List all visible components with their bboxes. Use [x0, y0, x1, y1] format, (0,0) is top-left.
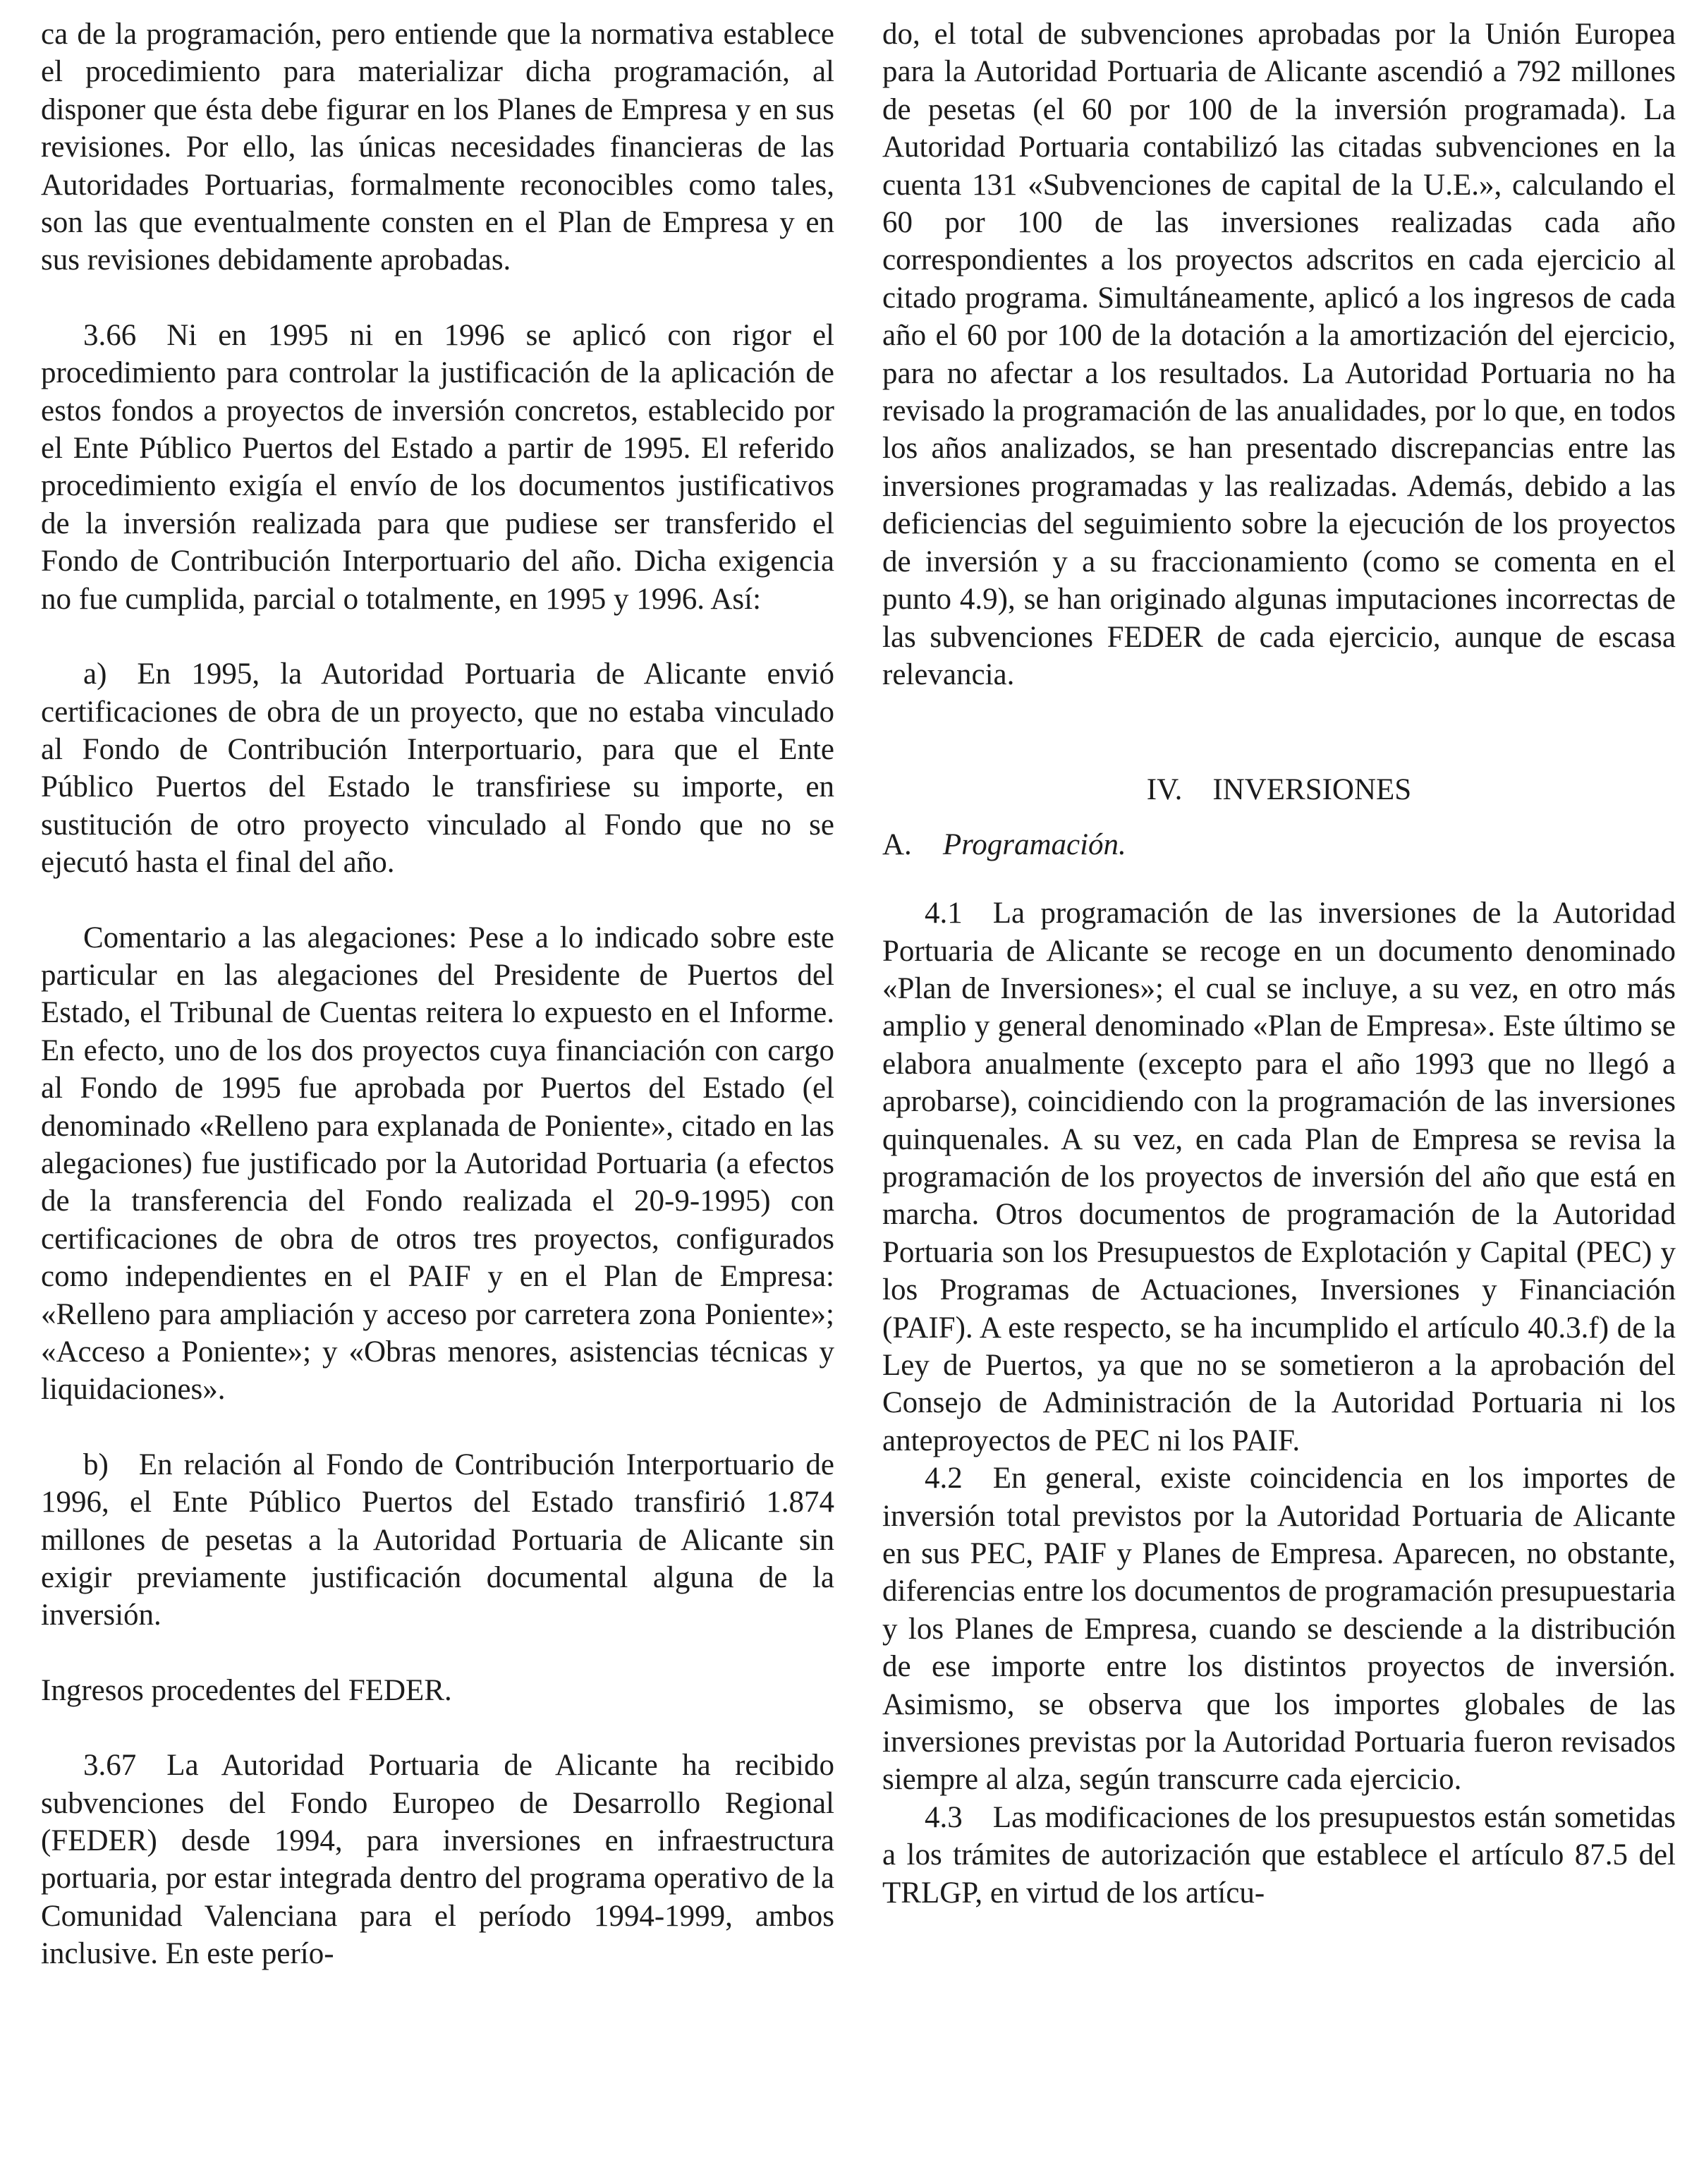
- subsection-title: Programación.: [942, 827, 1126, 861]
- paragraph-a: a) En 1995, la Autoridad Portuaria de Alicante envió certificaciones de obra de un proyecto, que no estaba vinculado al Fondo de Contribución Interportuario, para que el Ente Público Puertos del Estado le transfiriese su importe, en sustitución de otro proyecto vinculado al Fondo que no se ejecutó hasta el final del año.: [41, 657, 834, 880]
- paragraph-4-2: 4.2 En general, existe coincidencia en los importes de inversión total previstos por la Autoridad Portuaria de Alicante en sus PEC, PAIF y Planes de Empresa. Aparecen, no obstante, diferencias entre los documentos de programación presupuestaria y los Planes de Empresa, cuando se desciende a la distribución de ese importe entre los distintos proyectos de inversión. Asimismo, se observa que los importes globales de las inversiones previstas por la Autoridad Portuaria fueron revisados siempre al alza, según transcurre cada ejercicio.: [882, 1462, 1676, 1797]
- paragraph-feder-continued: do, el total de subvenciones aprobadas por la Unión Europea para la Autoridad Portuaria de Alicante ascendió a 792 millones de pesetas (el 60 por 100 de la inversión programada). La Autoridad Portuaria contabilizó las citadas subvenciones en la cuenta 131 «Subvenciones de capital de la U.E.», calculando el 60 por 100 de las inversiones realizadas cada año correspondientes a los proyectos adscritos en cada ejercicio al citado programa. Simultáneamente, aplicó a los ingresos de cada año el 60 por 100 de la dotación a la amortización del ejercicio, para no afectar a los resultados. La Autoridad Portuaria no ha revisado la programación de las anualidades, por lo que, en todos los años analizados, se han presentado discrepancias entre las inversiones programadas y las realizadas. Además, debido a las deficiencias del seguimiento sobre la ejecución de los proyectos de inversión y a su fraccionamiento (como se comenta en el punto 4.9), se han originado algunas imputaciones incorrectas de las subvenciones FEDER de cada ejercicio, aunque de escasa relevancia.: [882, 18, 1676, 691]
- document-page: [41, 16, 1676, 2160]
- paragraph-3-67: 3.67 La Autoridad Portuaria de Alicante ha recibido subvenciones del Fondo Europeo de Desarrollo Regional (FEDER) desde 1994, para inversiones en infraestructura portuaria, por estar integrada dentro del programa operativo de la Comunidad Valenciana para el período 1994-1999, ambos inclusive. En este perío-: [41, 1749, 834, 1971]
- left-column: [41, 16, 834, 2160]
- paragraph-b: b) En relación al Fondo de Contribución Interportuario de 1996, el Ente Público Puertos del Estado transfirió 1.874 millones de pesetas a la Autoridad Portuaria de Alicante sin exigir previamente justificación documental alguna de la inversión.: [41, 1448, 834, 1632]
- paragraph-ingresos-feder: Ingresos procedentes del FEDER.: [41, 1673, 452, 1707]
- subsection-heading: [882, 826, 1676, 863]
- paragraph-3-66: 3.66 Ni en 1995 ni en 1996 se aplicó con rigor el procedimiento para controlar la justificación de la aplicación de estos fondos a proyectos de inversión concretos, establecido por el Ente Público Puertos del Estado a partir de 1995. El referido procedimiento exigía el envío de los documentos justificativos de la inversión realizada para que pudiese ser transferido el Fondo de Contribución Interportuario del año. Dicha exigencia no fue cumplida, parcial o totalmente, en 1995 y 1996. Así:: [41, 318, 834, 616]
- subsection-label: A.: [882, 827, 912, 861]
- paragraph-4-1: 4.1 La programación de las inversiones de la Autoridad Portuaria de Alicante se recoge en un documento denominado «Plan de Inversiones»; el cual se incluye, a su vez, en otro más amplio y general denominado «Plan de Empresa». Este último se elabora anualmente (excepto para el año 1993 que no llegó a aprobarse), coincidiendo con la programación de las inversiones quinquenales. A su vez, en cada Plan de Empresa se revisa la programación de los proyectos de inversión del año que está en marcha. Otros documentos de programación de la Autoridad Portuaria son los Presupuestos de Explotación y Capital (PEC) y los Programas de Actuaciones, Inversiones y Financiación (PAIF). A este respecto, se ha incumplido el artículo 40.3.f) de la Ley de Puertos, ya que no se sometieron a la aprobación del Consejo de Administración de la Autoridad Portuaria ni los anteproyectos de PEC ni los PAIF.: [882, 897, 1676, 1457]
- paragraph-intro: ca de la programación, pero entiende que la normativa establece el procedimiento para materializar dicha programación, al disponer que ésta debe figurar en los Planes de Empresa y en sus revisiones. Por ello, las únicas necesidades financieras de las Autoridades Portuarias, formalmente reconocibles como tales, son las que eventualmente consten en el Plan de Empresa y en sus revisiones debidamente aprobadas.: [41, 18, 834, 277]
- section-heading: IV. INVERSIONES: [1146, 773, 1412, 807]
- paragraph-4-3: 4.3 Las modificaciones de los presupuestos están sometidas a los trámites de autorización que establece el artículo 87.5 del TRLGP, en virtud de los artícu-: [882, 1800, 1676, 1910]
- paragraph-comentario: Comentario a las alegaciones: Pese a lo indicado sobre este particular en las alegaciones del Presidente de Puertos del Estado, el Tribunal de Cuentas reitera lo expuesto en el Informe. En efecto, uno de los dos proyectos cuya financiación con cargo al Fondo de 1995 fue aprobada por Puertos del Estado (el denominado «Relleno para explanada de Poniente», citado en las alegaciones) fue justificado por la Autoridad Portuaria (a efectos de la transferencia del Fondo realizada el 20-9-1995) con certificaciones de obra de otros tres proyectos, configurados como independientes en el PAIF y en el Plan de Empresa: «Relleno para ampliación y acceso por carretera zona Poniente»; «Acceso a Poniente»; y «Obras menores, asistencias técnicas y liquidaciones».: [41, 921, 834, 1407]
- right-column: [882, 16, 1676, 2160]
